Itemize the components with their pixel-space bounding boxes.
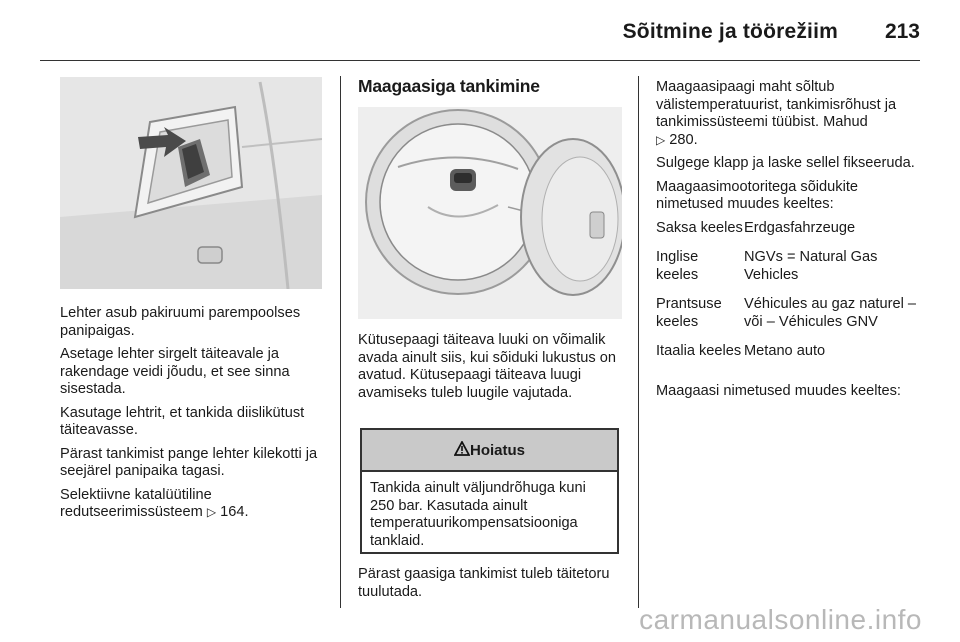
paragraph-with-reference (656, 79, 926, 149)
column-1-text (60, 305, 330, 528)
column-3-text (656, 79, 926, 406)
language-cell: Itaalia keeles (656, 343, 742, 359)
vehicle-name-cell: Véhicules au gaz naturel – või – Véhicules GNV (744, 296, 916, 330)
warning-text: Tankida ainult väljundrõhuga kuni 250 bar. Kasutada ainult temperatuurikompensatsiooniga tanklaid. (370, 480, 586, 549)
page-reference-link[interactable]: 280. (669, 131, 698, 148)
column-2-text (358, 332, 626, 408)
trunk-funnel-illustration (60, 77, 322, 289)
language-names-table (656, 220, 926, 373)
paragraph: Sulgege klapp ja laske sellel fikseeruda. (656, 155, 915, 171)
paragraph: Pärast gaasiga tankimist tuleb täitetoru tuulutada. (358, 566, 610, 600)
language-cell: Prantsuse keeles (656, 296, 722, 330)
paragraph: Pärast tankimist pange lehter kilekotti ja seejärel panipaika tagasi. (60, 445, 318, 479)
language-cell: Inglise keeles (656, 249, 699, 283)
column-divider-2 (638, 76, 639, 608)
table-row (656, 296, 926, 343)
page-number: 213 (884, 20, 920, 43)
paragraph: Kasutage lehtrit, et tankida diislikütust täiteavasse. (60, 404, 305, 438)
column-2-footer-text (358, 566, 626, 607)
column-2-heading (358, 78, 628, 96)
language-cell: Saksa keeles (656, 219, 743, 236)
warning-box (360, 428, 619, 554)
paragraph: Maagaasimootoritega sõidukite nimetused muudes keeltes: (656, 178, 858, 212)
table-row (656, 220, 926, 250)
paragraph-text: Selektiivne katalüütiline redutseerimissüsteem (60, 486, 212, 520)
xref-arrow-icon: ▷ (656, 132, 666, 147)
page-reference-link[interactable]: 164. (220, 504, 249, 520)
paragraph: Maagaasi nimetused muudes keeltes: (656, 382, 901, 399)
paragraph: Lehter asub pakiruumi parempoolses panipaigas. (60, 305, 301, 339)
warning-header (362, 430, 617, 472)
header-divider (40, 60, 920, 61)
vehicle-name-cell: NGVs = Natural Gas Vehicles (744, 249, 878, 283)
warning-title: Hoiatus (469, 441, 525, 459)
paragraph-text: Maagaasipaagi maht sõltub välistemperatuurist, tankimisrõhust ja tankimissüsteemi tüübist. Mahud (656, 79, 897, 130)
column-divider-1 (340, 76, 341, 608)
paragraph-with-reference (60, 487, 330, 522)
paragraph: Asetage lehter sirgelt täiteavale ja rakendage veidi jõudu, et see sinna sisestada. (60, 346, 290, 397)
table-row (656, 249, 926, 296)
vehicle-name-cell: Erdgasfahrzeuge (744, 219, 856, 236)
section-title: Maagaasiga tankimine (358, 76, 540, 96)
warning-triangle-icon (454, 441, 470, 460)
xref-arrow-icon: ▷ (206, 505, 217, 519)
watermark-text: carmanualsonline.info (639, 604, 922, 635)
vehicle-name-cell: Metano auto (744, 343, 826, 359)
page-title: Sõitmine ja töörežiim (622, 20, 838, 43)
paragraph: Kütusepaagi täiteava luuki on võimalik avada ainult siis, kui sõiduki lukustus on avatud. Kütusepaagi täiteava luugi avamiseks tuleb luugile vajutada. (358, 332, 616, 401)
table-row (656, 343, 926, 373)
fuel-filler-flap-illustration (358, 107, 622, 319)
